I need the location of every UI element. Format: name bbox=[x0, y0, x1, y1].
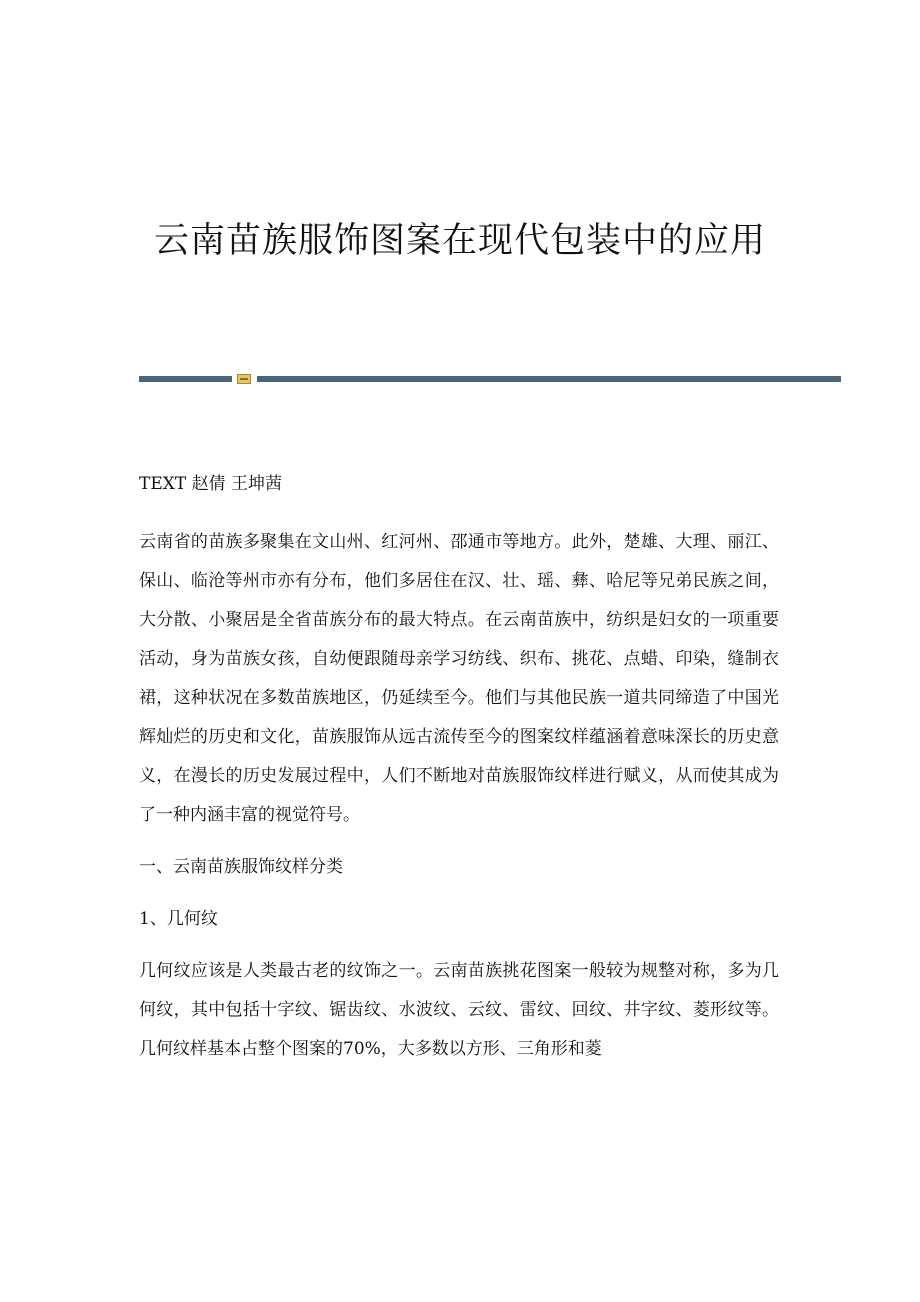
title-divider bbox=[139, 374, 841, 384]
intro-paragraph: 云南省的苗族多聚集在文山州、红河州、邵通市等地方。此外，楚雄、大理、丽江、保山、临沧等州市亦有分布，他们多居住在汉、壮、瑶、彝、哈尼等兄弟民族之间，大分散、小聚居是全省苗族分布的最大特点。在云南苗族中，纺织是妇女的一项重要活动，身为苗族女孩，自幼便跟随母亲学习纺线、织布、挑花、点蜡、印染，缝制衣裙，这种状况在多数苗族地区，仍延续至今。他们与其他民族一道共同缔造了中国光辉灿烂的历史和文化，苗族服饰从远古流传至今的图案纹样蕴涵着意味深长的历史意义，在漫长的历史发展过程中，人们不断地对苗族服饰纹样进行赋义，从而使其成为了一种内涵丰富的视觉符号。 bbox=[139, 532, 779, 825]
divider-bar-right bbox=[257, 376, 841, 382]
section-heading: 一、云南苗族服饰纹样分类 bbox=[139, 857, 343, 877]
subsection-heading: 1、几何纹 bbox=[139, 909, 218, 929]
document-title: 云南苗族服饰图案在现代包装中的应用 bbox=[153, 221, 766, 261]
article-body bbox=[139, 523, 779, 1069]
author-line: TEXT 赵倩 王坤茜 bbox=[139, 474, 282, 494]
geometric-paragraph: 几何纹应该是人类最古老的纹饰之一。云南苗族挑花图案一般较为规整对称，多为几何纹，其中包括十字纹、锯齿纹、水波纹、云纹、雷纹、回纹、井字纹、菱形纹等。几何纹样基本占整个图案的70%，大多数以方形、三角形和菱 bbox=[139, 961, 779, 1059]
divider-bar-left bbox=[139, 376, 232, 382]
divider-ornament-icon bbox=[237, 374, 251, 384]
